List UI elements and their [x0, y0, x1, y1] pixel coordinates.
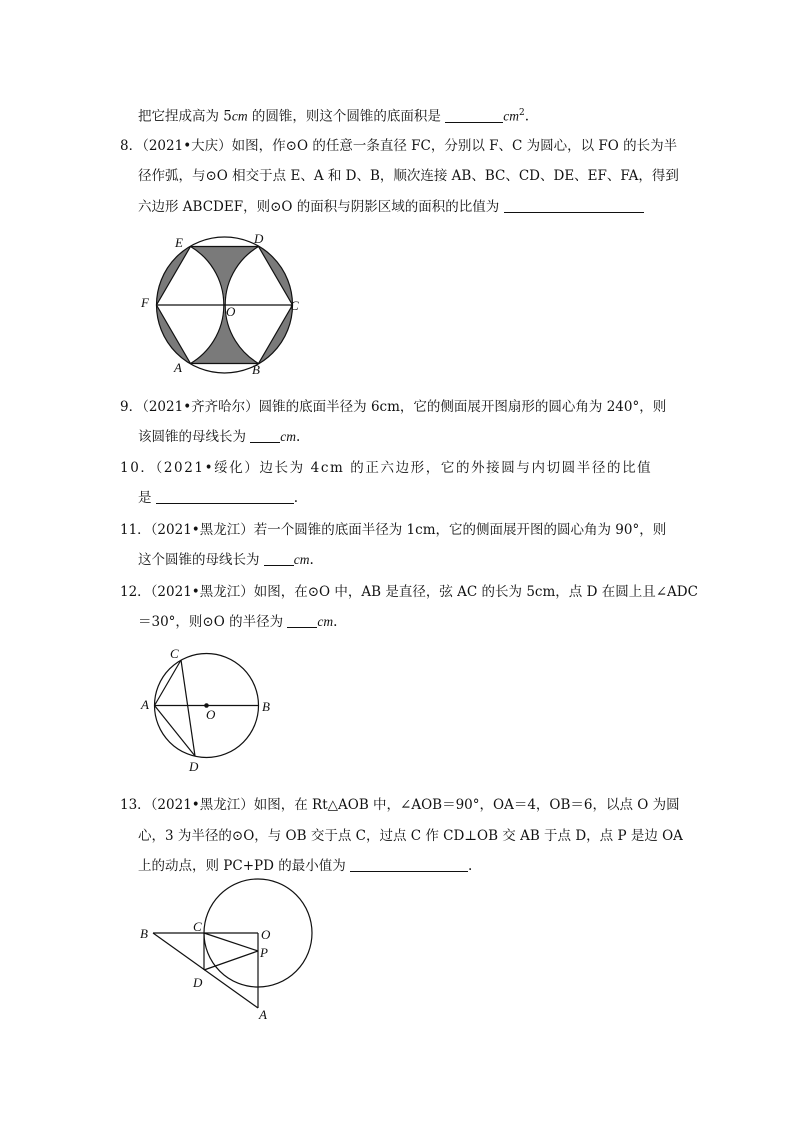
q12-text: ＝30°，则⊙O 的半径为: [138, 614, 288, 630]
q7-text-b: 的圆锥，则这个圆锥的底面积是: [247, 108, 446, 125]
label-o: O: [226, 304, 236, 319]
q12-unit: cm: [317, 614, 334, 629]
q11-text: 这个圆锥的母线长为: [138, 552, 264, 568]
label-b-2: B: [262, 699, 270, 714]
label-d-2: D: [189, 759, 199, 774]
q13-line-1: 13．（2021•黑龙江）如图，在 Rt△AOB 中，∠AOB＝90°，OA＝4，OB＝6，以点 O 为圆: [120, 797, 680, 813]
q10-line-1: 10．（2021•绥化）边长为 4cm 的正六边形，它的外接圆与内切圆半径的比值: [120, 460, 653, 476]
q7-unit2: cm: [503, 108, 519, 124]
q13-text: 上的动点，则 PC+PD 的最小值为: [138, 858, 351, 874]
label-o-2: O: [206, 707, 216, 722]
q10-text: 是: [138, 490, 156, 506]
label-d-3: D: [193, 975, 203, 990]
label-c-2: C: [170, 646, 179, 661]
q8-text: 六边形 ABCDEF，则⊙O 的面积与阴影区域的面积的比值为: [138, 199, 504, 215]
q13-line-2: 心，3 为半径的⊙O，与 OB 交于点 C，过点 C 作 CD⊥OB 交 AB 于点 D，点 P 是边 OA: [138, 828, 683, 844]
q7-unit: cm: [231, 108, 248, 124]
label-b-3: B: [140, 926, 148, 941]
q9-unit: cm: [280, 429, 297, 444]
label-c-3: C: [193, 919, 202, 934]
q12-end: .: [333, 614, 338, 630]
q9-text: 该圆锥的母线长为: [138, 429, 251, 445]
q7-sup: 2: [518, 108, 525, 118]
label-o-3: O: [261, 927, 271, 942]
segment-pc: [204, 933, 258, 951]
q9-end: .: [296, 429, 301, 445]
q8-line-1: 8．（2021•大庆）如图，作⊙O 的任意一条直径 FC，分别以 F、C 为圆心，以 FO 的长为半: [120, 138, 678, 154]
label-f: F: [141, 295, 149, 310]
label-b: B: [252, 362, 260, 377]
label-a: A: [174, 360, 182, 375]
q11-line-1: 11．（2021•黑龙江）若一个圆锥的底面半径为 1cm，它的侧面展开图的圆心角为 90°，则: [120, 522, 667, 538]
q11-end: .: [309, 552, 314, 568]
q11-unit: cm: [293, 552, 310, 567]
q10-end: .: [293, 490, 299, 506]
label-a-2: A: [141, 697, 149, 712]
q9-line-1: 9．（2021•齐齐哈尔）圆锥的底面半径为 6cm，它的侧面展开图扇形的圆心角为 240°，则: [120, 399, 667, 415]
label-a-3: A: [259, 1007, 267, 1022]
label-p-3: P: [260, 945, 268, 960]
q8-line-2: 径作弧，与⊙O 相交于点 E、A 和 D、B，顺次连接 AB、BC、CD、DE、EF、FA，得到: [138, 168, 679, 184]
q7-text-a: 把它捏成高为 5: [138, 108, 232, 125]
label-e: E: [175, 235, 183, 250]
q13-end: .: [468, 858, 473, 874]
label-c: C: [290, 298, 299, 313]
q12-line-1: 12．（2021•黑龙江）如图，在⊙O 中，AB 是直径，弦 AC 的长为 5cm，点 D 在圆上且∠ADC: [120, 584, 698, 600]
label-d: D: [254, 231, 264, 246]
q7-end: .: [524, 108, 530, 125]
